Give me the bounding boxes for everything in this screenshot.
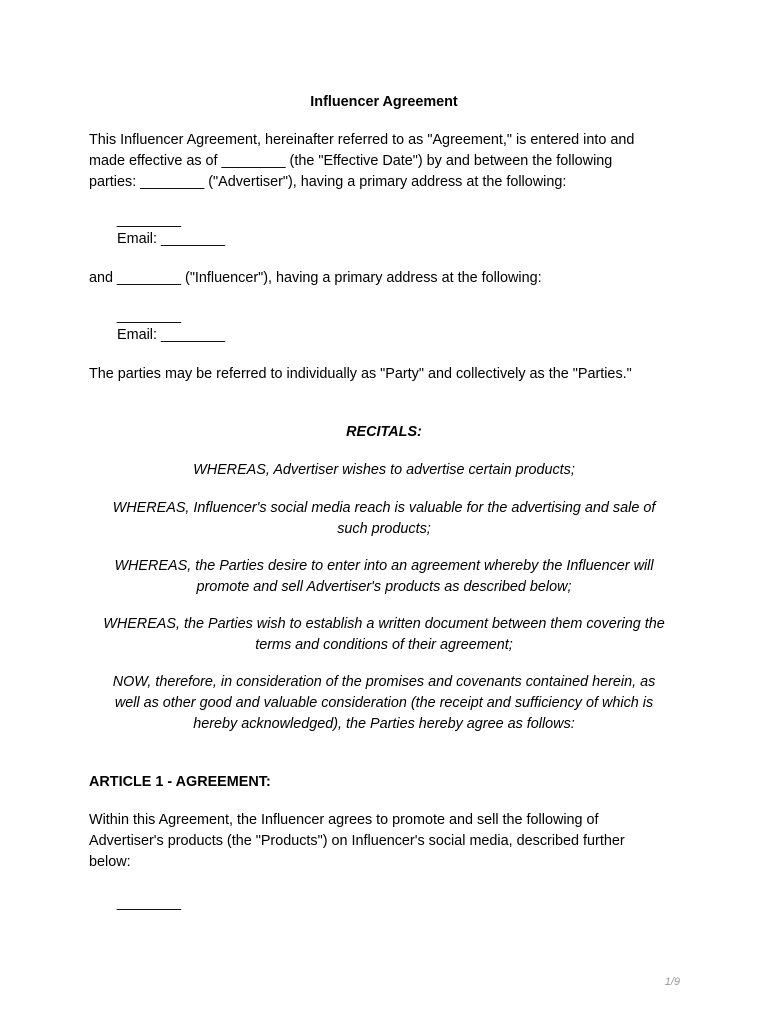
article-1-line: Within this Agreement, the Influencer agrees to promote and sell the following of bbox=[89, 812, 599, 828]
influencer-email: Email: ________ bbox=[117, 327, 226, 343]
intro-paragraph bbox=[89, 130, 689, 193]
recital-line: promote and sell Advertiser's products as described below; bbox=[196, 579, 572, 595]
article-1-paragraph bbox=[89, 810, 689, 873]
recital-paragraph bbox=[80, 556, 688, 598]
recital-paragraph bbox=[80, 614, 688, 656]
page-number: 1/9 bbox=[664, 976, 680, 988]
article-1-line: Advertiser's products (the "Products") on Influencer's social media, described further bbox=[89, 833, 625, 849]
intro-line: This Influencer Agreement, hereinafter referred to as "Agreement," is entered into and bbox=[89, 132, 635, 148]
recital-line: WHEREAS, Advertiser wishes to advertise certain products; bbox=[193, 462, 575, 478]
advertiser-email: Email: ________ bbox=[117, 231, 226, 247]
intro-line: made effective as of ________ (the "Effective Date") by and between the following bbox=[89, 153, 613, 169]
intro-line: parties: ________ ("Advertiser"), having a primary address at the following: bbox=[89, 174, 567, 190]
advertiser-address-blank: ________ bbox=[117, 212, 182, 228]
parties-definition: The parties may be referred to individually as "Party" and collectively as the "Parties." bbox=[89, 366, 632, 382]
document-title: Influencer Agreement bbox=[310, 94, 458, 110]
recital-line: well as other good and valuable consideration (the receipt and sufficiency of which is bbox=[114, 695, 654, 711]
products-blank: ________ bbox=[117, 895, 182, 911]
influencer-line: and ________ ("Influencer"), having a primary address at the following: bbox=[89, 270, 542, 286]
recital-line: hereby acknowledged), the Parties hereby agree as follows: bbox=[193, 716, 575, 732]
recital-line: such products; bbox=[337, 521, 431, 537]
article-1-heading: ARTICLE 1 - AGREEMENT: bbox=[89, 774, 271, 790]
article-1-line: below: bbox=[89, 854, 131, 870]
recital-paragraph bbox=[80, 460, 688, 481]
recital-line: WHEREAS, Influencer's social media reach is valuable for the advertising and sale of bbox=[112, 500, 656, 516]
recital-paragraph bbox=[80, 498, 688, 540]
recitals-heading: RECITALS: bbox=[346, 424, 422, 440]
recital-line: terms and conditions of their agreement; bbox=[255, 637, 513, 653]
recital-line: WHEREAS, the Parties wish to establish a written document between them covering the bbox=[103, 616, 665, 632]
recital-paragraph bbox=[80, 672, 688, 735]
recital-line: NOW, therefore, in consideration of the promises and covenants contained herein, as bbox=[112, 674, 656, 690]
recital-line: WHEREAS, the Parties desire to enter into an agreement whereby the Influencer will bbox=[114, 558, 654, 574]
influencer-address-blank: ________ bbox=[117, 308, 182, 324]
